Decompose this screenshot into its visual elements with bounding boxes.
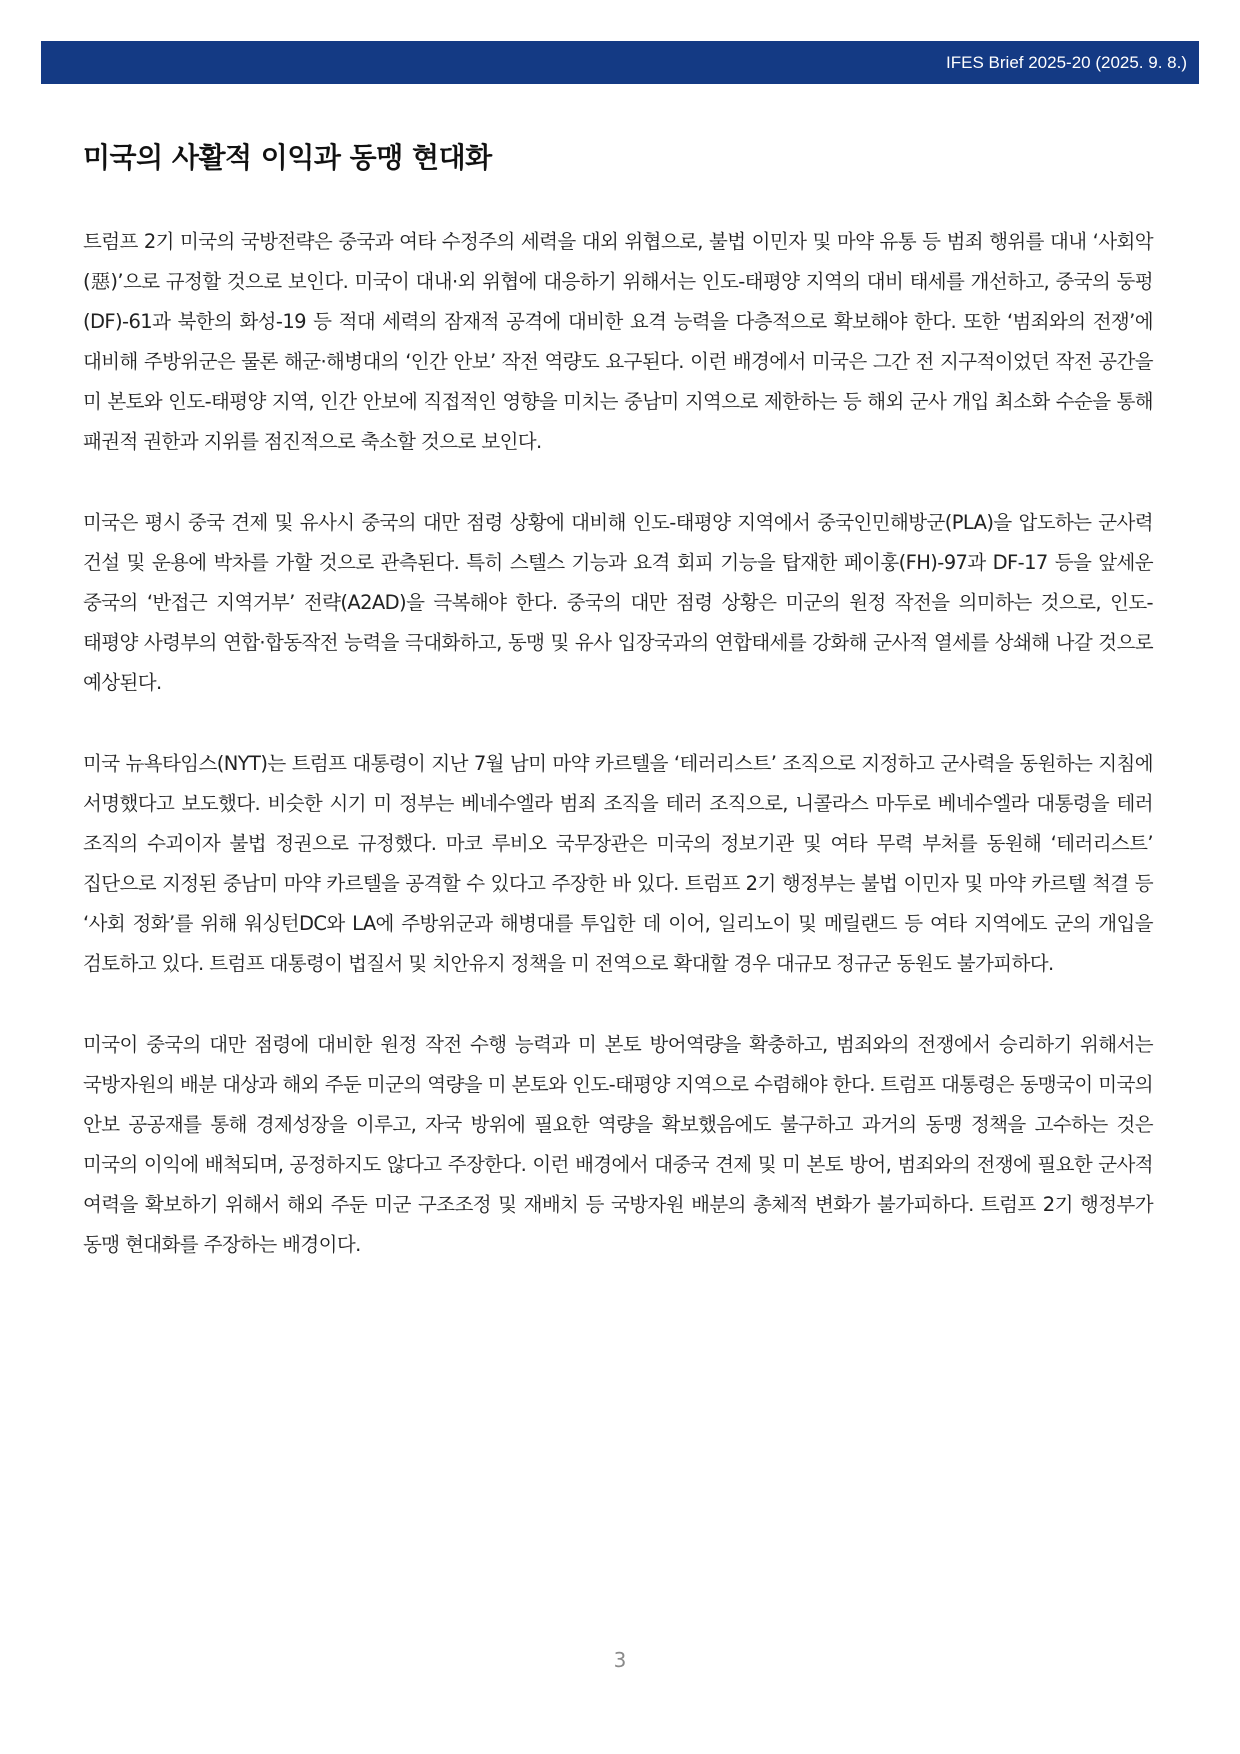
paragraph: 미국은 평시 중국 견제 및 유사시 중국의 대만 점령 상황에 대비해 인도-태평양 지역에서 중국인민해방군(PLA)을 압도하는 군사력 건설 및 운용에 박차를 가할 것으로 관측된다. 특히 스텔스 기능과 요격 회피 기능을 탑재한 페이훙(FH)-97과 DF-17 등을 앞세운 중국의 ‘반접근 지역거부’ 전략(A2AD)을 극복해야 한다. 중국의 대만 점령 상황은 미군의 원정 작전을 의미하는 것으로, 인도-태평양 사령부의 연합·합동작전 능력을 극대화하고, 동맹 및 유사 입장국과의 연합태세를 강화해 군사적 열세를 상쇄해 나갈 것으로 예상된다.	[83, 511, 1153, 694]
page-number: 3	[613, 1648, 627, 1672]
body-text	[83, 222, 1153, 1306]
header-bar	[41, 41, 1199, 84]
header-label: IFES Brief 2025-20 (2025. 9. 8.)	[946, 53, 1187, 72]
paragraph: 트럼프 2기 미국의 국방전략은 중국과 여타 수정주의 세력을 대외 위협으로, 불법 이민자 및 마약 유통 등 범죄 행위를 대내 ‘사회악(惡)’으로 규정할 것으로 보인다. 미국이 대내·외 위협에 대응하기 위해서는 인도-태평양 지역의 대비 태세를 개선하고, 중국의 둥펑(DF)-61과 북한의 화성-19 등 적대 세력의 잠재적 공격에 대비한 요격 능력을 다층적으로 확보해야 한다. 또한 ‘범죄와의 전쟁’에 대비해 주방위군은 물론 해군·해병대의 ‘인간 안보’ 작전 역량도 요구된다. 이런 배경에서 미국은 그간 전 지구적이었던 작전 공간을 미 본토와 인도-태평양 지역, 인간 안보에 직접적인 영향을 미치는 중남미 지역으로 제한하는 등 해외 군사 개입 최소화 수순을 통해 패권적 권한과 지위를 점진적으로 축소할 것으로 보인다.	[83, 230, 1153, 453]
page-title: 미국의 사활적 이익과 동맹 현대화	[83, 141, 492, 174]
paragraph: 미국이 중국의 대만 점령에 대비한 원정 작전 수행 능력과 미 본토 방어역량을 확충하고, 범죄와의 전쟁에서 승리하기 위해서는 국방자원의 배분 대상과 해외 주둔 미군의 역량을 미 본토와 인도-태평양 지역으로 수렴해야 한다. 트럼프 대통령은 동맹국이 미국의 안보 공공재를 통해 경제성장을 이루고, 자국 방위에 필요한 역량을 확보했음에도 불구하고 과거의 동맹 정책을 고수하는 것은 미국의 이익에 배척되며, 공정하지도 않다고 주장한다. 이런 배경에서 대중국 견제 및 미 본토 방어, 범죄와의 전쟁에 필요한 군사적 여력을 확보하기 위해서 해외 주둔 미군 구조조정 및 재배치 등 국방자원 배분의 총체적 변화가 불가피하다. 트럼프 2기 행정부가 동맹 현대화를 주장하는 배경이다.	[83, 1033, 1153, 1256]
paragraph: 미국 뉴욕타임스(NYT)는 트럼프 대통령이 지난 7월 남미 마약 카르텔을 ‘테러리스트’ 조직으로 지정하고 군사력을 동원하는 지침에 서명했다고 보도했다. 비슷한 시기 미 정부는 베네수엘라 범죄 조직을 테러 조직으로, 니콜라스 마두로 베네수엘라 대통령을 테러 조직의 수괴이자 불법 정권으로 규정했다. 마코 루비오 국무장관은 미국의 정보기관 및 여타 무력 부처를 동원해 ‘테러리스트’ 집단으로 지정된 중남미 마약 카르텔을 공격할 수 있다고 주장한 바 있다. 트럼프 2기 행정부는 불법 이민자 및 마약 카르텔 척결 등 ‘사회 정화’를 위해 워싱턴DC와 LA에 주방위군과 해병대를 투입한 데 이어, 일리노이 및 메릴랜드 등 여타 지역에도 군의 개입을 검토하고 있다. 트럼프 대통령이 법질서 및 치안유지 정책을 미 전역으로 확대할 경우 대규모 정규군 동원도 불가피하다.	[83, 752, 1154, 975]
